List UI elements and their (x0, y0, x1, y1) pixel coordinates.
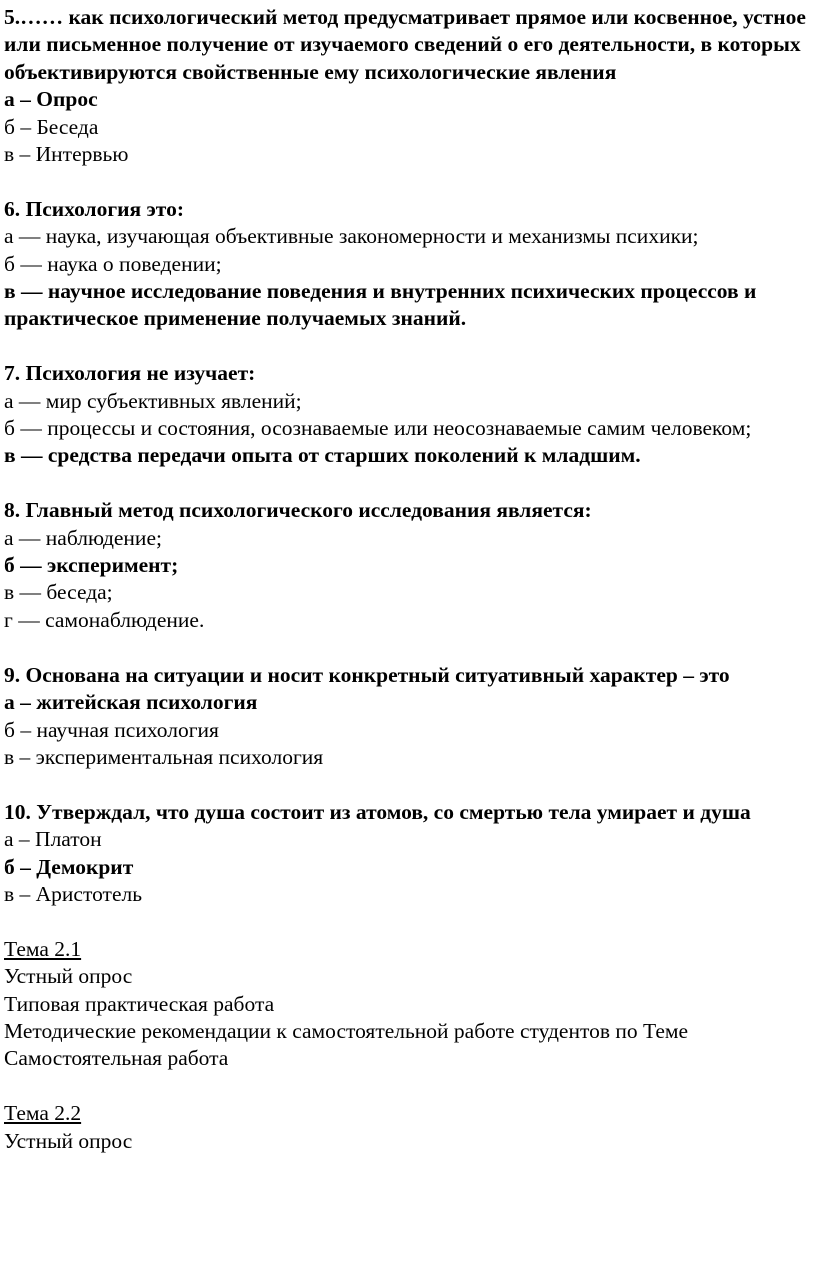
answer-option-correct: а – Опрос (4, 87, 98, 112)
answer-option: в – Аристотель (4, 881, 143, 906)
answer-option: а — наблюдение; (4, 525, 162, 550)
topic-item: Устный опрос (4, 964, 133, 989)
topic-item: Типовая практическая работа (4, 991, 275, 1016)
question-8 (4, 497, 808, 634)
question-prompt: 10. Утверждал, что душа состоит из атомов, со смертью тела умирает и душа (4, 799, 751, 824)
answer-option: б — процессы и состояния, осознаваемые или неосознаваемые самим человеком; (4, 416, 752, 441)
question-prompt: 5.…… как психологический метод предусматривает прямое или косвенное, устное или письменное получение от изучаемого сведений о его деятельности, в которых объективируются свойственные ему психологические явления (4, 5, 806, 84)
answer-option-correct: в — средства передачи опыта от старших поколений к младшим. (4, 443, 641, 468)
answer-option: в – экспериментальная психология (4, 744, 324, 769)
answer-option-correct: в — научное исследование поведения и внутренних психических процессов и практическое применение получаемых знаний. (4, 279, 757, 331)
topic-item: Самостоятельная работа (4, 1046, 229, 1071)
answer-option-correct: б – Демокрит (4, 854, 134, 879)
question-prompt: 6. Психология это: (4, 196, 184, 221)
answer-option: а — наука, изучающая объективные закономерности и механизмы психики; (4, 224, 699, 249)
answer-option: б – научная психология (4, 717, 219, 742)
answer-option: а – Платон (4, 827, 102, 852)
answer-option-correct: б — эксперимент; (4, 553, 179, 578)
answer-option: г — самонаблюдение. (4, 607, 205, 632)
question-9 (4, 662, 808, 772)
question-5 (4, 4, 808, 168)
answer-option: в — беседа; (4, 580, 113, 605)
question-prompt: 9. Основана на ситуации и носит конкретный ситуативный характер – это (4, 662, 730, 687)
question-10 (4, 799, 808, 909)
question-7 (4, 360, 808, 470)
answer-option: в – Интервью (4, 142, 129, 167)
answer-option-correct: а – житейская психология (4, 690, 258, 715)
topic-title: Тема 2.2 (4, 1101, 82, 1126)
topic-item: Методические рекомендации к самостоятельной работе студентов по Теме (4, 1018, 689, 1043)
topic-title: Тема 2.1 (4, 936, 82, 961)
question-prompt: 8. Главный метод психологического исследования является: (4, 498, 592, 523)
answer-option: б — наука о поведении; (4, 251, 222, 276)
question-prompt: 7. Психология не изучает: (4, 361, 256, 386)
topic-2-1 (4, 936, 808, 1073)
answer-option: б – Беседа (4, 114, 99, 139)
topic-2-2 (4, 1100, 808, 1155)
question-6 (4, 196, 808, 333)
answer-option: а — мир субъективных явлений; (4, 388, 302, 413)
topic-item: Устный опрос (4, 1128, 133, 1153)
